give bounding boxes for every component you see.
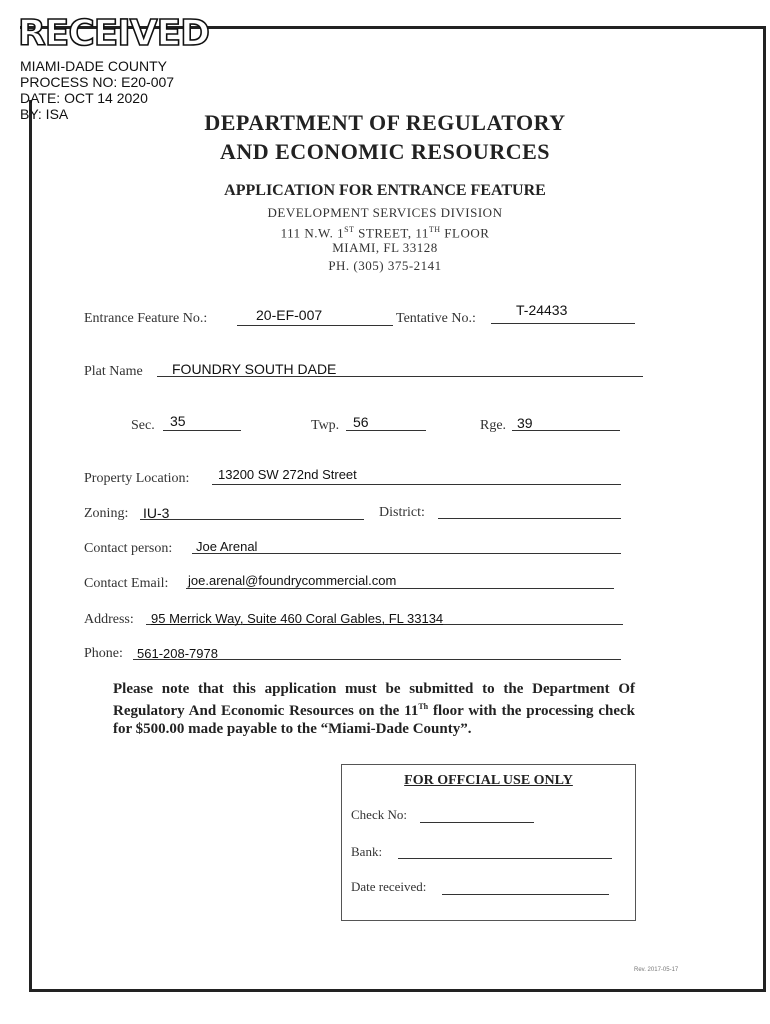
note-text-pre: Please note that this application must be submitted to the Department Of Regulatory And Economic Resources on the 11	[113, 681, 635, 719]
official-use-title: FOR OFFCIAL USE ONLY	[404, 773, 573, 788]
stamp-county: MIAMI-DADE COUNTY	[20, 58, 167, 74]
street-sup-st: ST	[344, 225, 355, 234]
plat-name-field[interactable]: FOUNDRY SOUTH DADE	[172, 361, 337, 377]
twp-field[interactable]: 56	[353, 414, 369, 430]
received-stamp: RECEIVED	[18, 13, 210, 54]
address-label: Address:	[84, 612, 134, 627]
tentative-no-field[interactable]: T-24433	[516, 302, 568, 318]
entrance-no-line	[237, 325, 393, 326]
address-field[interactable]: 95 Merrick Way, Suite 460 Coral Gables, FL 33134	[151, 611, 444, 626]
district-line	[438, 518, 621, 519]
form-title: APPLICATION FOR ENTRANCE FEATURE	[224, 182, 546, 199]
date-received-line[interactable]	[442, 894, 609, 895]
submission-note	[113, 680, 635, 738]
note-text-post: floor with the processing check for $500.00 made payable to the “Miami-Dade County”.	[113, 703, 635, 737]
zoning-field[interactable]: IU-3	[143, 505, 170, 521]
revision-code: Rev. 2017-05-17	[634, 967, 679, 973]
zoning-label: Zoning:	[84, 506, 129, 521]
stamp-process-no: PROCESS NO: E20-007	[20, 74, 175, 90]
contact-person-field[interactable]: Joe Arenal	[196, 539, 258, 554]
entrance-no-field[interactable]: 20-EF-007	[256, 307, 323, 323]
zoning-line	[140, 519, 364, 520]
contact-email-line	[186, 588, 614, 589]
rge-field[interactable]: 39	[517, 415, 533, 431]
note-sup: Th	[418, 702, 429, 711]
office-phone: PH. (305) 375-2141	[328, 258, 442, 273]
property-location-field[interactable]: 13200 SW 272nd Street	[218, 467, 357, 482]
city-state-zip: MIAMI, FL 33128	[332, 240, 438, 255]
twp-line	[346, 430, 426, 431]
check-no-label: Check No:	[351, 807, 407, 822]
contact-email-field[interactable]: joe.arenal@foundrycommercial.com	[188, 573, 397, 588]
date-received-label: Date received:	[351, 879, 427, 894]
bank-line[interactable]	[398, 858, 612, 859]
phone-label: Phone:	[84, 646, 123, 661]
sec-line	[163, 430, 241, 431]
stamp-by: BY: ISA	[20, 106, 69, 122]
phone-field[interactable]: 561-208-7978	[137, 646, 218, 661]
twp-label: Twp.	[311, 418, 340, 433]
department-title-line2: AND ECONOMIC RESOURCES	[219, 139, 551, 164]
rge-label: Rge.	[480, 418, 507, 433]
division-name: DEVELOPMENT SERVICES DIVISION	[267, 205, 503, 220]
sec-label: Sec.	[131, 418, 155, 433]
frame-bottom	[30, 989, 766, 992]
plat-name-label: Plat Name	[84, 364, 143, 379]
property-location-label: Property Location:	[84, 471, 190, 486]
entrance-no-label: Entrance Feature No.:	[84, 311, 208, 326]
street-mid: STREET, 11	[354, 225, 429, 241]
bank-label: Bank:	[351, 844, 383, 859]
street-post: FLOOR	[440, 225, 490, 241]
tentative-no-line	[491, 323, 635, 324]
contact-email-label: Contact Email:	[84, 576, 169, 591]
frame-right	[763, 26, 766, 992]
street-pre: 111 N.W. 1	[280, 225, 345, 241]
stamp-date: DATE: OCT 14 2020	[20, 90, 148, 106]
sec-field[interactable]: 35	[170, 413, 186, 429]
official-use-box	[341, 764, 636, 921]
contact-person-label: Contact person:	[84, 541, 173, 556]
check-no-line[interactable]	[420, 822, 534, 823]
tentative-no-label: Tentative No.:	[396, 311, 476, 326]
department-title-line1: DEPARTMENT OF REGULATORY	[204, 110, 566, 135]
property-location-line	[212, 484, 621, 485]
district-label: District:	[379, 505, 425, 520]
street-sup-th: TH	[428, 225, 441, 234]
